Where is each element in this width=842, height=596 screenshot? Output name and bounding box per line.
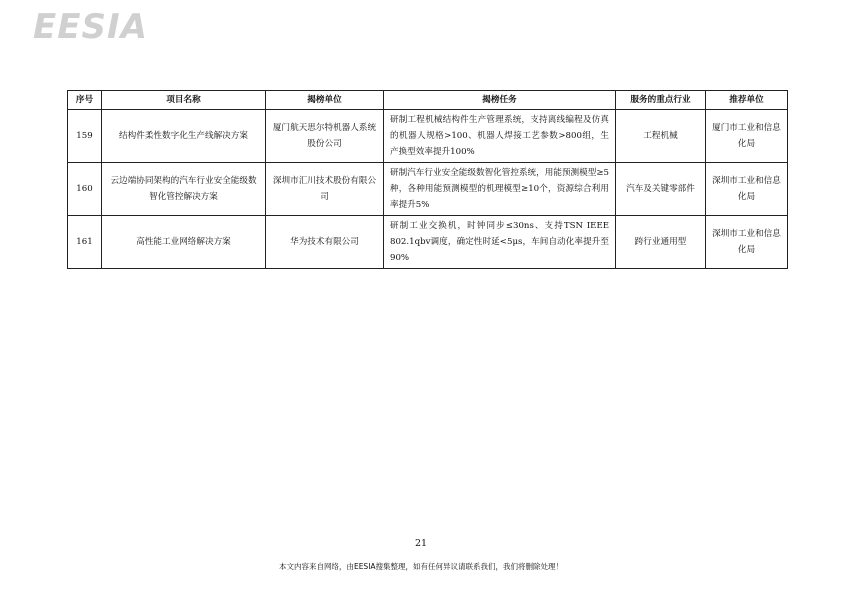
cell-task: 研制工业交换机，时钟同步≤30ns、支持TSN IEEE 802.1qbv调度，确定性时延<5μs，车间自动化率提升至90% xyxy=(384,216,616,269)
cell-unit: 厦门航天思尔特机器人系统股份公司 xyxy=(266,110,384,163)
header-recommender: 推荐单位 xyxy=(706,91,788,110)
cell-unit: 深圳市汇川技术股份有限公司 xyxy=(266,163,384,216)
table-row xyxy=(68,110,788,163)
cell-project-name: 云边端协同架构的汽车行业安全能级数智化管控解决方案 xyxy=(102,163,266,216)
table-row xyxy=(68,216,788,269)
header-no: 序号 xyxy=(68,91,102,110)
cell-unit: 华为技术有限公司 xyxy=(266,216,384,269)
project-table xyxy=(67,90,788,269)
cell-project-name: 结构件柔性数字化生产线解决方案 xyxy=(102,110,266,163)
cell-recommender: 深圳市工业和信息化局 xyxy=(706,216,788,269)
cell-industry: 汽车及关键零部件 xyxy=(616,163,706,216)
cell-no: 159 xyxy=(68,110,102,163)
cell-industry: 工程机械 xyxy=(616,110,706,163)
header-task: 揭榜任务 xyxy=(384,91,616,110)
cell-industry: 跨行业通用型 xyxy=(616,216,706,269)
header-project-name: 项目名称 xyxy=(102,91,266,110)
cell-project-name: 高性能工业网络解决方案 xyxy=(102,216,266,269)
cell-recommender: 深圳市工业和信息化局 xyxy=(706,163,788,216)
cell-task: 研制工程机械结构件生产管理系统，支持离线编程及仿真的机器人规格>100、机器人焊接工艺参数>800组，生产换型效率提升100% xyxy=(384,110,616,163)
cell-recommender: 厦门市工业和信息化局 xyxy=(706,110,788,163)
cell-no: 161 xyxy=(68,216,102,269)
table-row xyxy=(68,163,788,216)
header-unit: 揭榜单位 xyxy=(266,91,384,110)
table-header-row xyxy=(68,91,788,110)
header-industry: 服务的重点行业 xyxy=(616,91,706,110)
cell-no: 160 xyxy=(68,163,102,216)
page-number: 21 xyxy=(414,538,428,549)
cell-task: 研制汽车行业安全能级数智化管控系统，用能预测模型≥5种，各种用能预测模型的机理模型≥10个，资源综合利用率提升5% xyxy=(384,163,616,216)
footer-disclaimer: 本文内容来自网络，由EESIA搜集整理，如有任何异议请联系我们，我们将删除处理！ xyxy=(278,562,564,571)
eesia-logo: EESIA xyxy=(33,7,148,47)
